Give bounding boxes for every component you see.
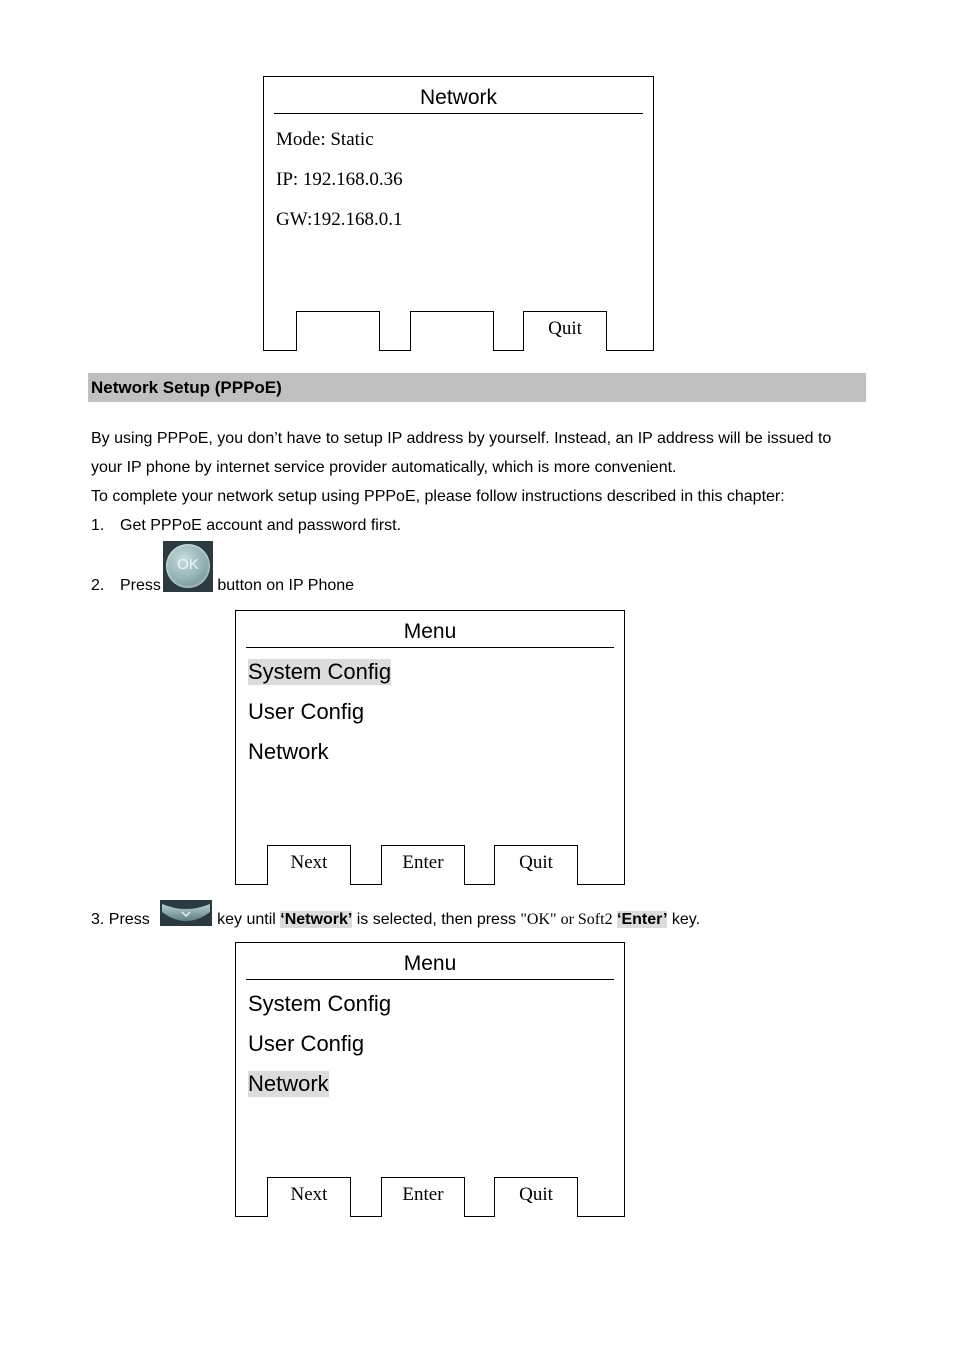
menu-screen-1 [235,610,625,885]
menu-1-enter-button[interactable]: Enter [381,845,465,885]
menu-2-item-user-config[interactable]: User Config [248,1031,365,1056]
network-screen [263,76,654,351]
menu-1-item-user-config[interactable]: User Config [248,699,365,724]
network-softkey-2[interactable] [410,311,494,351]
network-screen-title: Network [274,85,643,114]
network-softkey-1[interactable] [296,311,380,351]
network-ip-line: IP: 192.168.0.36 [276,169,403,190]
menu-1-next-button[interactable]: Next [267,845,351,885]
section-heading: Network Setup (PPPoE) [88,373,866,402]
step-1 [91,516,401,536]
network-mode-line: Mode: Static [276,129,374,150]
step-2-press: Press [120,577,161,594]
down-arrow-key-icon [160,900,212,926]
step-2-text: button on IP Phone [212,577,355,594]
step-3-press: 3. Press [91,911,150,928]
step-2 [91,576,354,596]
step-3-mid-1: key until [212,911,281,928]
network-softkey-quit[interactable]: Quit [523,311,607,351]
menu-1-item-system-config[interactable]: System Config [248,659,392,684]
step-1-text: Get PPPoE account and password first. [120,517,402,534]
menu-1-title: Menu [246,619,614,648]
step-3-end: key. [667,911,701,928]
menu-2-item-system-config[interactable]: System Config [248,991,392,1016]
ok-button-label: OK [177,556,199,573]
step-1-number: 1. [91,517,105,534]
step-3-keyword-network: ‘Network’ [280,911,353,928]
menu-1-quit-button[interactable]: Quit [494,845,578,885]
network-gw-line: GW:192.168.0.1 [276,209,403,230]
intro-line-2: your IP phone by internet service provider automatically, which is more convenient. [91,459,677,476]
menu-1-item-network[interactable]: Network [248,739,329,764]
menu-2-item-network[interactable]: Network [248,1071,329,1096]
menu-2-title: Menu [246,951,614,980]
intro-line-3: To complete your network setup using PPPoE, please follow instructions described in this chapter: [91,488,785,505]
step-2-number: 2. [91,577,105,594]
ok-button-icon [163,541,213,592]
step-3-keyword-enter: ‘Enter’ [617,911,668,928]
menu-screen-2 [235,942,625,1217]
menu-2-enter-button[interactable]: Enter [381,1177,465,1217]
intro-line-1: By using PPPoE, you don’t have to setup IP address by yourself. Instead, an IP address will be issued to [91,430,832,447]
step-3-mid-2: is selected, then press [352,911,521,928]
menu-2-quit-button[interactable]: Quit [494,1177,578,1217]
menu-2-next-button[interactable]: Next [267,1177,351,1217]
step-3-ok-soft2: "OK" or Soft2 [520,911,613,928]
